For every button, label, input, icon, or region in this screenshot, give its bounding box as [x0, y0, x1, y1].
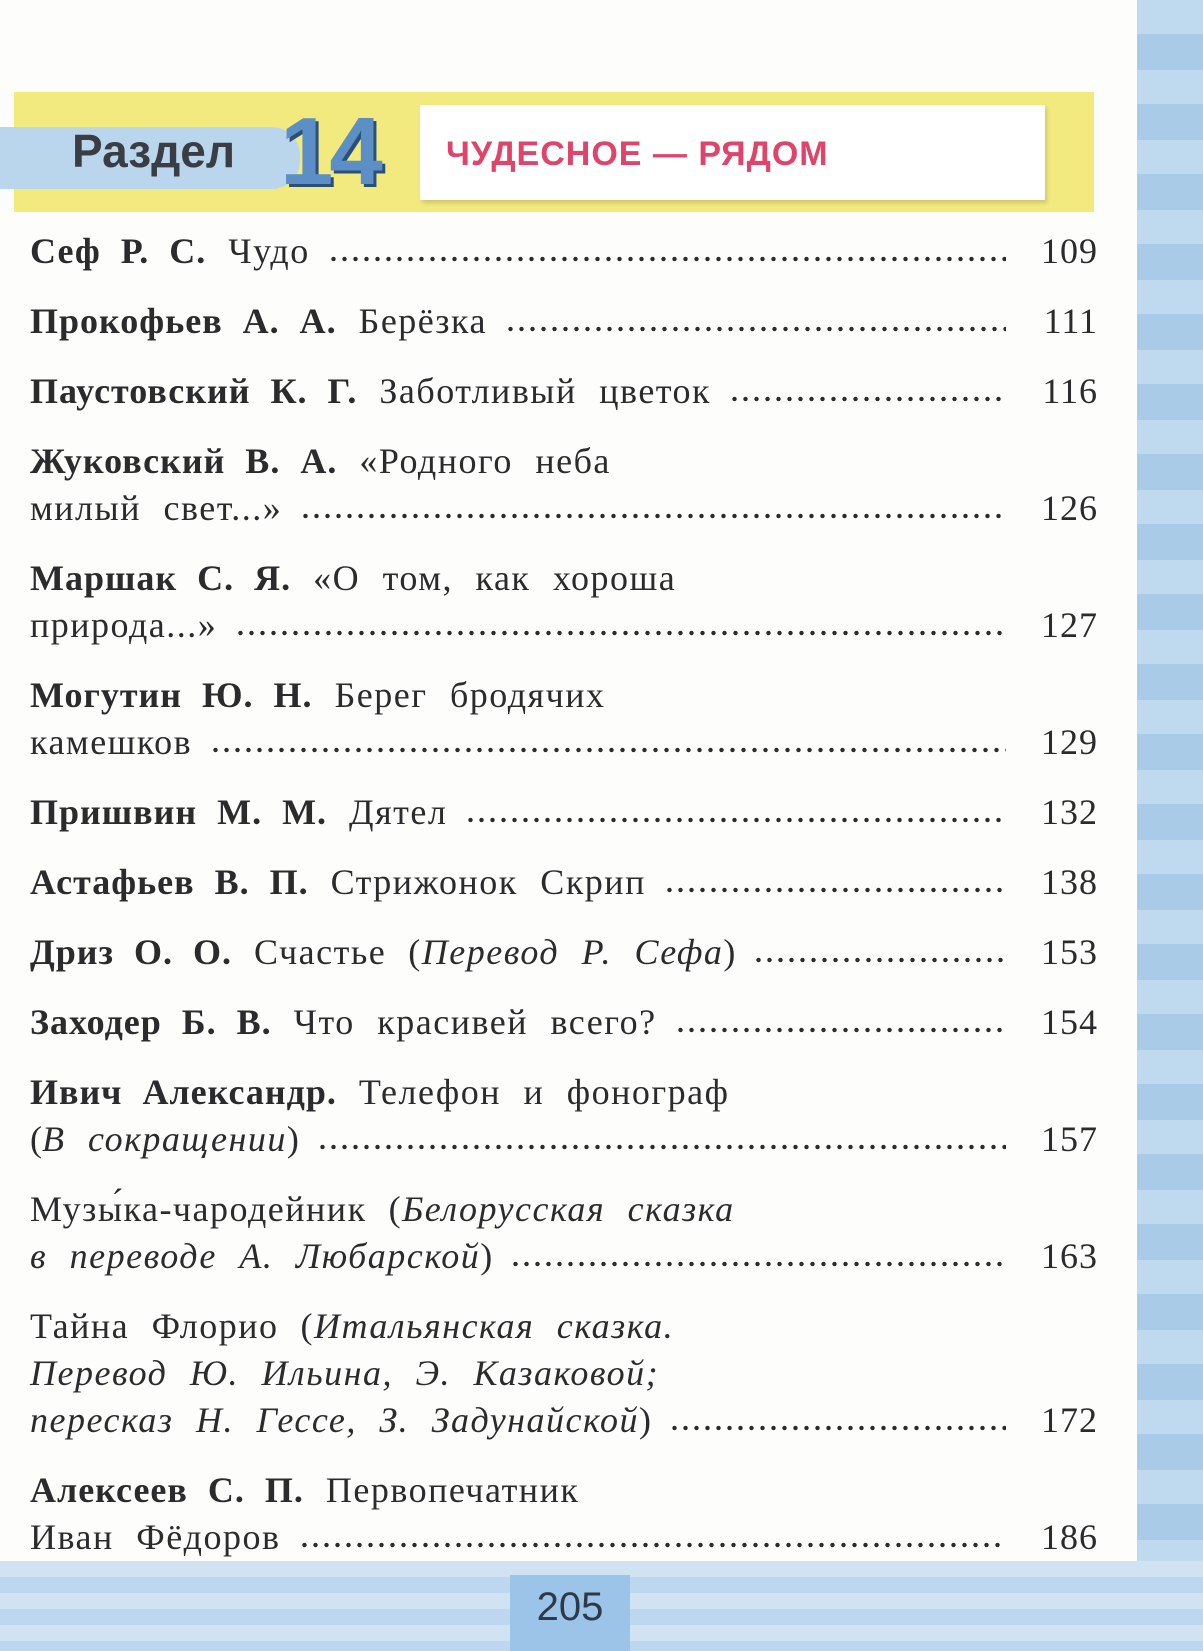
toc-author: Дриз О. О. — [30, 932, 233, 972]
toc-page-number: 126 — [1041, 488, 1098, 528]
toc-title: Тайна Флорио — [30, 1306, 279, 1346]
toc-entry — [30, 555, 1100, 649]
toc-entry — [30, 789, 1100, 836]
toc-title: Первопечатник — [325, 1470, 580, 1510]
toc-entry — [30, 228, 1100, 275]
dot-leader — [753, 955, 1006, 965]
toc-entry — [30, 1303, 1100, 1444]
toc-note: В сокращении — [42, 1119, 287, 1159]
toc-author: Маршак С. Я. — [30, 558, 292, 598]
section-label: Раздел — [72, 125, 236, 177]
dot-leader — [328, 254, 1006, 264]
toc-note-close: ) — [639, 1400, 651, 1440]
toc-page-number: 172 — [1041, 1400, 1098, 1440]
toc-note-open: ( — [408, 932, 422, 972]
toc-title: Музы́ка-чародейник — [30, 1189, 367, 1229]
toc-author: Прокофьев А. А. — [30, 301, 337, 341]
toc-page-number: 157 — [1041, 1119, 1098, 1159]
toc-note: Перевод Р. Сефа — [421, 932, 724, 972]
toc-note-continued: в переводе А. Любарской — [30, 1236, 481, 1276]
dot-leader — [729, 394, 1006, 404]
toc-title-continued: Иван Фёдоров — [30, 1517, 281, 1557]
toc-title: Чудо — [228, 231, 310, 271]
dot-leader — [669, 1423, 1006, 1433]
section-number: 14 — [280, 98, 379, 205]
toc-author: Заходер Б. В. — [30, 1002, 272, 1042]
toc-title: Что красивей всего? — [293, 1002, 657, 1042]
toc-note-close: ) — [286, 1119, 299, 1159]
dot-leader — [664, 885, 1006, 895]
dot-leader — [510, 1259, 1006, 1269]
toc-note: Белорусская сказка — [402, 1189, 735, 1229]
toc-page-number: 116 — [1042, 371, 1098, 411]
toc-entry — [30, 1069, 1100, 1163]
toc-title-continued: природа...» — [30, 605, 218, 645]
toc-entry — [30, 1467, 1100, 1561]
toc-author: Паустовский К. Г. — [30, 371, 358, 411]
table-of-contents — [30, 228, 1100, 1584]
dot-leader — [300, 511, 1006, 521]
toc-author: Ивич Александр. — [30, 1072, 337, 1112]
toc-page-number: 154 — [1041, 1002, 1098, 1042]
toc-page-number: 129 — [1041, 722, 1098, 762]
toc-entry — [30, 999, 1100, 1046]
toc-author: Жуковский В. А. — [30, 441, 338, 481]
toc-page-number: 132 — [1041, 792, 1098, 832]
side-decoration-strip — [1137, 0, 1203, 1651]
toc-note-continued: пересказ Н. Гессе, З. Задунайской — [30, 1400, 639, 1440]
toc-author: Астафьев В. П. — [30, 862, 309, 902]
toc-title: Берег бродячих — [334, 675, 606, 715]
toc-title: Счастье — [254, 932, 387, 972]
toc-title: «О том, как хороша — [313, 558, 677, 598]
toc-note-open: ( — [388, 1189, 403, 1229]
toc-note-close: ) — [480, 1236, 493, 1276]
page-number-box — [510, 1575, 630, 1651]
toc-note-open: ( — [300, 1306, 314, 1346]
toc-page-number: 127 — [1041, 605, 1098, 645]
toc-author: Алексеев С. П. — [30, 1470, 304, 1510]
toc-entry — [30, 1186, 1100, 1280]
toc-author: Могутин Ю. Н. — [30, 675, 313, 715]
toc-title-continued: милый свет...» — [30, 488, 283, 528]
page-number: 205 — [536, 1585, 604, 1629]
dot-leader — [299, 1540, 1007, 1550]
dot-leader — [465, 815, 1006, 825]
toc-page-number: 163 — [1041, 1236, 1098, 1276]
toc-page-number: 186 — [1041, 1517, 1098, 1557]
toc-title-continued: камешков — [30, 722, 193, 762]
toc-title: Стрижонок Скрип — [330, 862, 646, 902]
dot-leader — [317, 1142, 1006, 1152]
toc-page-number: 111 — [1043, 301, 1098, 341]
toc-entry — [30, 368, 1100, 415]
toc-title: Дятел — [349, 792, 448, 832]
toc-entry — [30, 672, 1100, 766]
dot-leader — [675, 1025, 1006, 1035]
dot-leader — [505, 324, 1006, 334]
toc-title: «Родного неба — [359, 441, 611, 481]
dot-leader — [235, 628, 1006, 638]
toc-note-close: ) — [723, 932, 736, 972]
toc-note-open: ( — [30, 1119, 42, 1159]
toc-note-continued: Перевод Ю. Ильина, Э. Казаковой; — [30, 1353, 660, 1393]
toc-page-number: 153 — [1041, 932, 1098, 972]
dot-leader — [210, 745, 1006, 755]
toc-title: Берёзка — [358, 301, 487, 341]
section-title: ЧУДЕСНОЕ — РЯДОМ — [446, 135, 829, 173]
section-title-box — [420, 105, 1045, 200]
toc-entry — [30, 438, 1100, 532]
toc-entry — [30, 298, 1100, 345]
toc-title: Телефон и фонограф — [358, 1072, 730, 1112]
toc-author: Пришвин М. М. — [30, 792, 328, 832]
toc-note: Итальянская сказка. — [313, 1306, 675, 1346]
toc-entry — [30, 929, 1100, 976]
toc-page-number: 109 — [1041, 231, 1098, 271]
toc-author: Сеф Р. С. — [30, 231, 207, 271]
toc-title: Заботливый цветок — [379, 371, 712, 411]
toc-entry — [30, 859, 1100, 906]
toc-page-number: 138 — [1041, 862, 1098, 902]
